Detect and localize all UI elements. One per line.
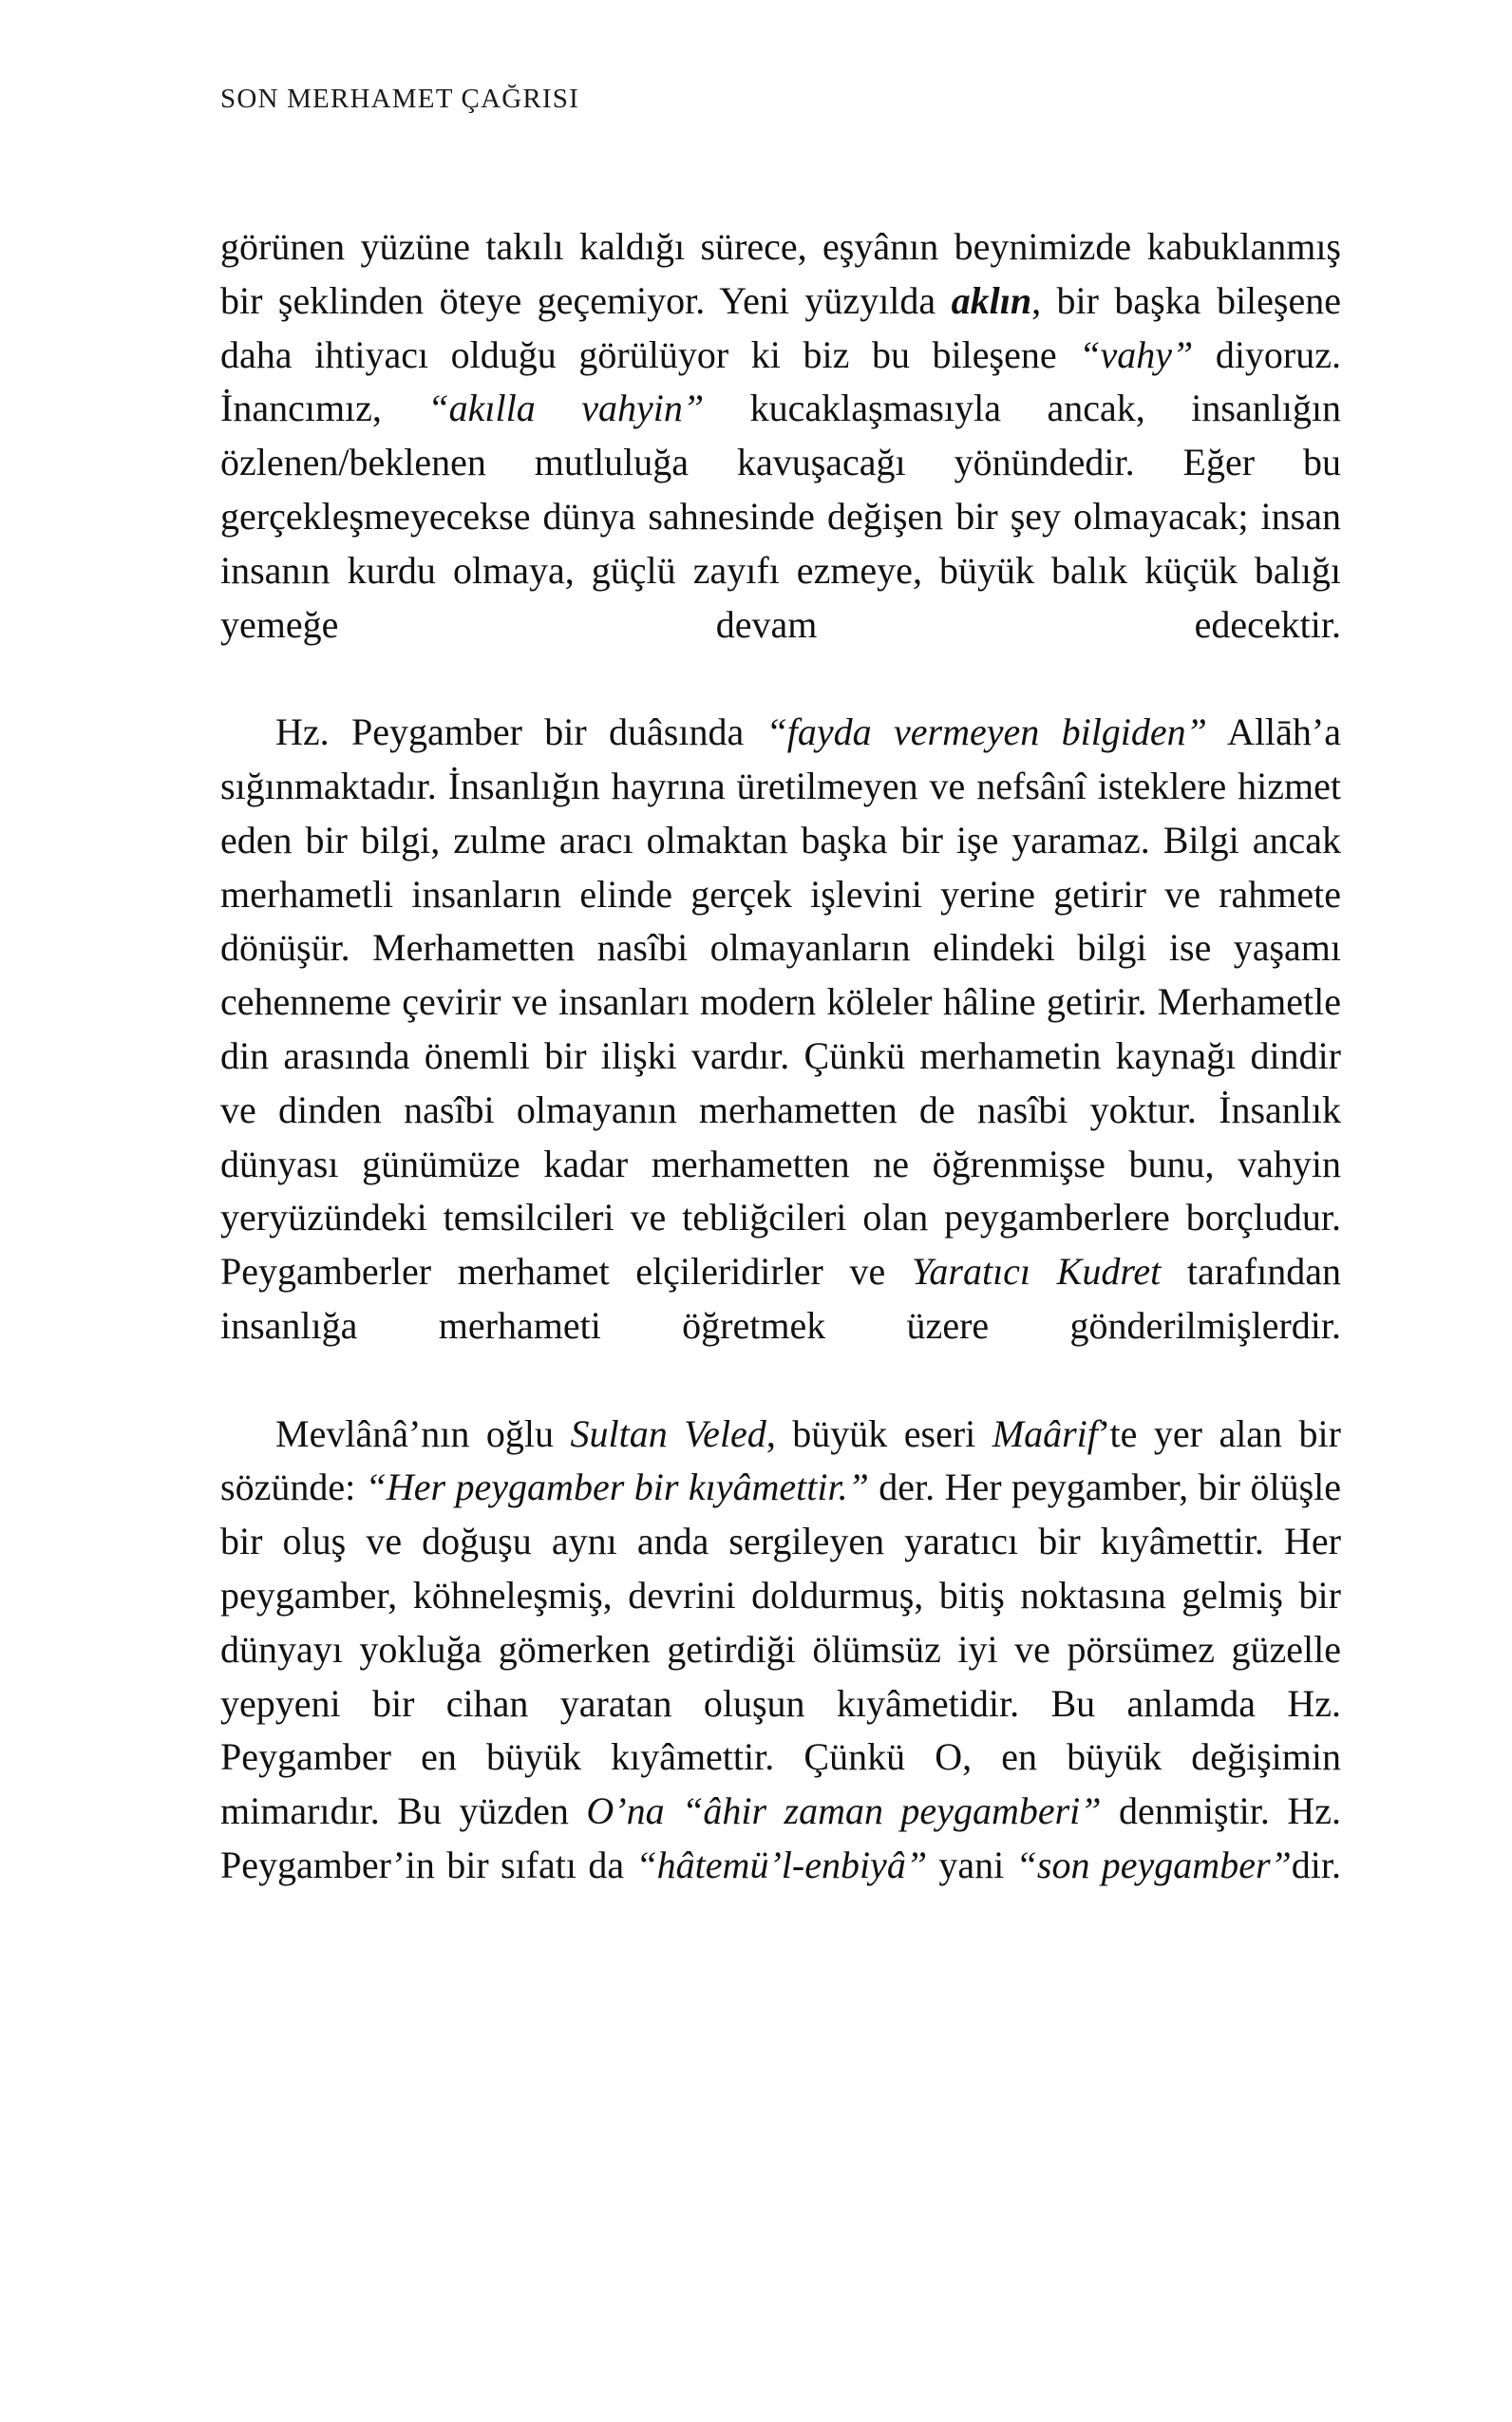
emphasis-strong-text: aklın [951, 278, 1032, 322]
emphasis-text: “fayda vermeyen bilgiden” [765, 710, 1207, 754]
body-text: yani [927, 1843, 1016, 1886]
running-head: SON MERHAMET ÇAĞRISI [220, 84, 579, 114]
body-text: görünen yüzüne takılı kaldığı sürece, eşyânın beynimizde kabuklanmış bir şeklinden öteye geçemiyor. Yeni yüzyılda [220, 225, 1341, 322]
body-text: Mevlânâ’nın oğlu [275, 1411, 571, 1455]
emphasis-text: “son peygamber” [1015, 1843, 1292, 1886]
emphasis-text: Maârif [992, 1411, 1098, 1455]
body-text: Hz. Peygamber bir duâsında [275, 710, 766, 754]
paragraph-p2 [220, 706, 1341, 1407]
body-text [665, 1789, 682, 1832]
body-text: diyoruz. İnancımız, [220, 332, 1342, 430]
emphasis-text: “âhir zaman peygamberi” [682, 1789, 1102, 1833]
body-text: der. Her peygamber, bir ölüşle bir oluş ve doğuşu aynı anda sergileyen yaratıcı bir kıyâmettir. Her peygamber, köhneleşmiş, devrini doldurmuş, bitiş noktasına gelmiş bir dünyayı yokluğa gömerken getirdiği ölümsüz iyi ve pörsümez güzelle yepyeni bir cihan yaratan oluşun kıyâmetidir. Bu anlamda Hz. Peygamber en büyük kıyâmettir. Çünkü O, en büyük değişimin mimarıdır. Bu yüzden [220, 1466, 1341, 1833]
body-text: kucaklaşmasıyla ancak, insanlığın özlenen/beklenen mutluluğa kavuşacağı yönündedir. Eğer bu gerçekleşmeyecekse dünya sahnesinde değişen bir şey olmayacak; insan insanın kurdu olmaya, güçlü zayıfı ezmeye, büyük balık küçük balığı yemeğe devam edecektir. [220, 387, 1341, 646]
body-text: denmiştir. Hz. Peygamber’in bir sıfatı da [220, 1789, 1342, 1886]
emphasis-text: “vahy” [1079, 332, 1194, 376]
body-text: , büyük eseri [765, 1411, 992, 1455]
body-text: tarafından insanlığa merhameti öğretmek üzere gönderilmişlerdir. [220, 1250, 1341, 1347]
body-text: ’te yer alan bir sözünde: [220, 1411, 1341, 1509]
emphasis-text: Sultan Veled [570, 1411, 766, 1455]
paragraph-p1 [220, 220, 1341, 706]
body-text: , bir başka bileşene daha ihtiyacı olduğu görülüyor ki biz bu bileşene [220, 278, 1342, 376]
emphasis-text: “akılla vahyin” [427, 387, 705, 430]
emphasis-text: Yaratıcı Kudret [911, 1250, 1162, 1294]
text-block [220, 220, 1341, 1947]
paragraph-p3 [220, 1408, 1341, 1947]
body-text: Allāh’a sığınmaktadır. İnsanlığın hayrına üretilmeyen ve nefsânî isteklere hizmet eden bir bilgi, zulme aracı olmaktan başka bir işe yaramaz. Bilgi ancak merhametli insanların elinde gerçek işlevini yerine getirir ve rahmete dönüşür. Merhametten nasîbi olmayanların elindeki bilgi ise yaşamı cehenneme çevirir ve insanları modern köleler hâline getirir. Merhametle din arasında önemli bir ilişki vardır. Çünkü merhametin kaynağı dindir ve dinden nasîbi olmayanın merhametten de nasîbi yoktur. İnsanlık dünyası günümüze kadar merhametten ne öğrenmişse bunu, vahyin yeryüzündeki temsilcileri ve tebliğcileri olan peygamberlere borçludur. Peygamberler merhamet elçileridirler ve [220, 710, 1341, 1294]
emphasis-text: “Her peygamber bir kıyâmettir.” [365, 1466, 869, 1509]
body-text: dir. [1291, 1843, 1341, 1886]
emphasis-text: “hâtemü’l-enbiyâ” [635, 1843, 928, 1886]
emphasis-text: O’na [586, 1789, 665, 1833]
